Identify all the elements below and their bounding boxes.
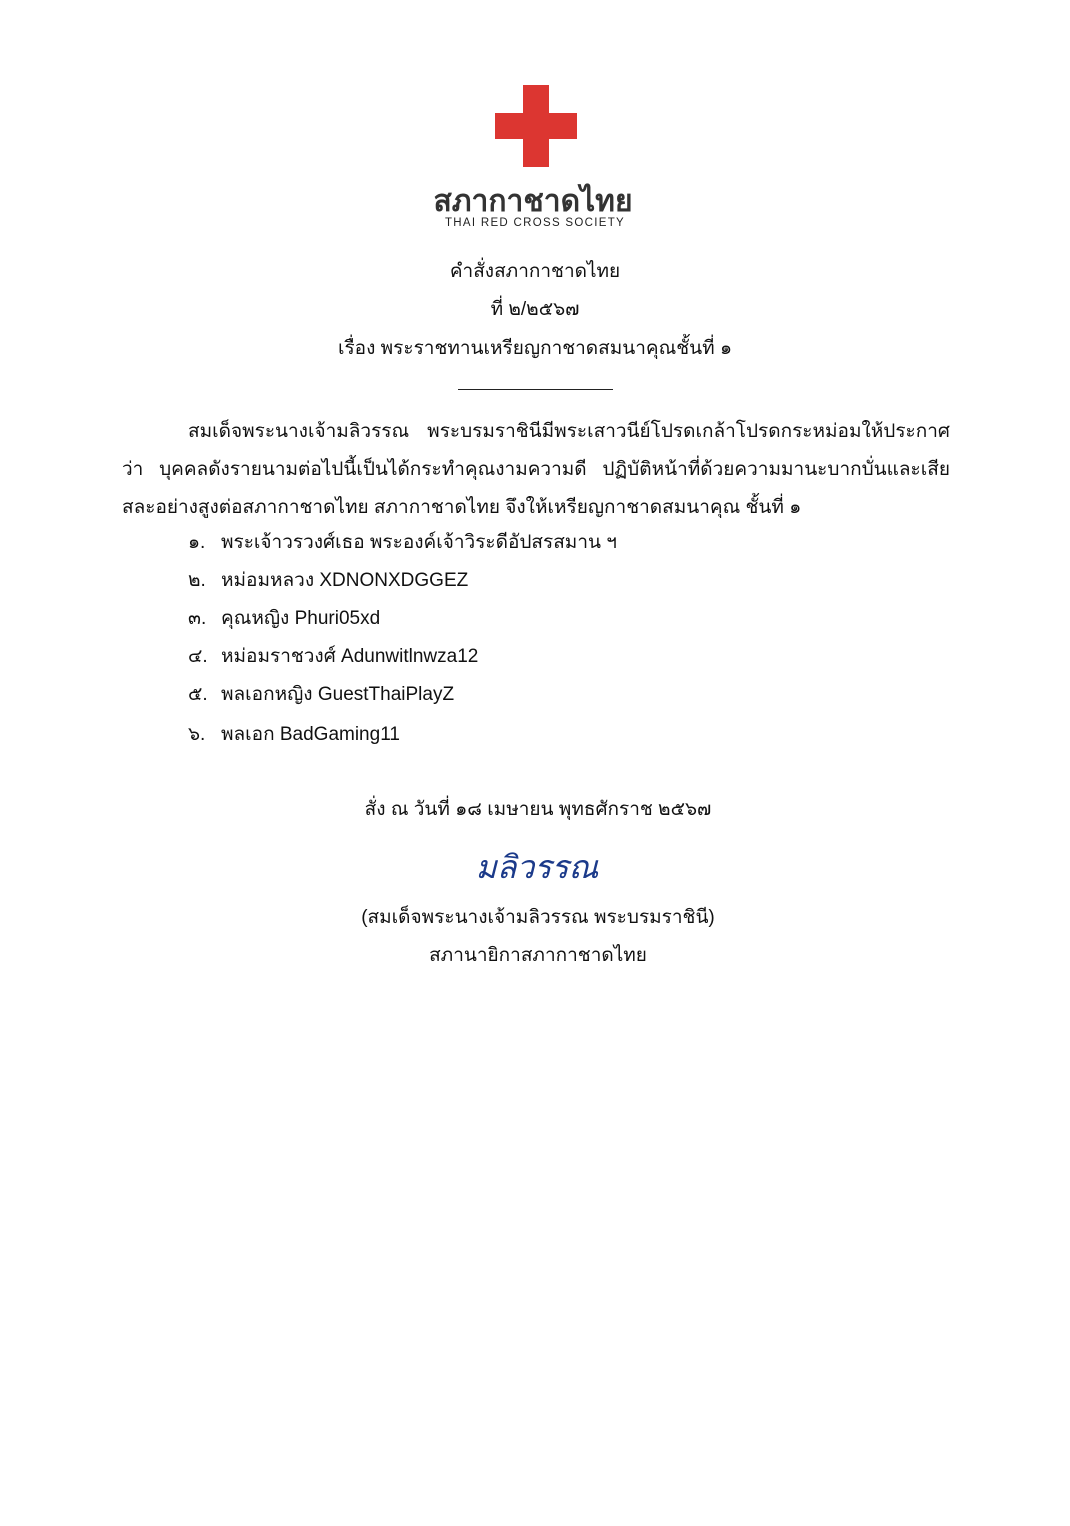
signer-position: สภานายิกาสภากาชาดไทย [429, 945, 647, 966]
item-number: ๒. [188, 570, 206, 591]
item-name: หม่อมราชวงศ์ Adunwitlnwza12 [221, 646, 479, 667]
logo-name-english: THAI RED CROSS SOCIETY [444, 217, 626, 229]
order-date: สั่ง ณ วันที่ ๑๘ เมษายน พุทธศักราช ๒๕๖๗ [364, 799, 712, 820]
order-title: คำสั่งสภากาชาดไทย [449, 261, 621, 282]
item-name: พระเจ้าวรวงศ์เธอ พระองค์เจ้าวิระดีอัปสรสมาน ฯ [221, 532, 617, 553]
body-paragraph: สมเด็จพระนางเจ้ามลิวรรณ พระบรมราชินีมีพระเสาวนีย์โปรดเกล้าโปรดกระหม่อมให้ประกาศว่า บุคคลดังรายนามต่อไปนี้เป็นได้กระทำคุณงามความดี ปฏิบัติหน้าที่ด้วยความมานะบากบั่นและเสียสละอย่างสูงต่อสภากาชาดไทย สภากาชาดไทย จึงให้เหรียญกาชาดสมนาคุณ ชั้นที่ ๑ [122, 421, 950, 518]
list-item [188, 645, 478, 669]
item-number: ๓. [188, 608, 207, 629]
list-item [188, 531, 617, 555]
list-item [188, 607, 380, 631]
logo-name-thai: สภากาชาดไทย [433, 185, 633, 218]
item-number: ๖. [188, 724, 206, 745]
list-item [188, 683, 454, 707]
signature: มลิวรรณ [475, 848, 599, 886]
signer-name: (สมเด็จพระนางเจ้ามลิวรรณ พระบรมราชินี) [361, 907, 715, 928]
item-name: คุณหญิง Phuri05xd [221, 608, 381, 629]
item-number: ๕. [188, 684, 208, 705]
item-number: ๑. [188, 532, 206, 553]
divider [458, 389, 613, 390]
list-item [188, 723, 400, 747]
order-number: ที่ ๒/๒๕๖๗ [490, 299, 580, 320]
item-name: พลเอก BadGaming11 [221, 724, 400, 745]
red-cross-logo-icon [495, 85, 577, 167]
item-name: หม่อมหลวง XDNONXDGGEZ [221, 570, 469, 591]
item-name: พลเอกหญิง GuestThaiPlayZ [221, 684, 455, 705]
list-item [188, 569, 468, 593]
order-subject: เรื่อง พระราชทานเหรียญกาชาดสมนาคุณชั้นที่ ๑ [337, 338, 733, 359]
item-number: ๔. [188, 646, 208, 667]
